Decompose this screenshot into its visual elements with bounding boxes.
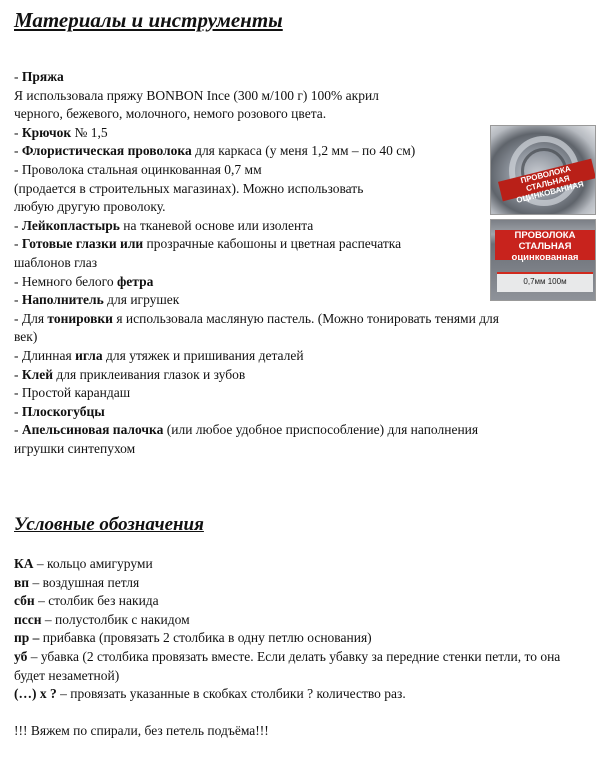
wire-package-sticker: 0,7мм 100м bbox=[497, 272, 593, 292]
list-item: - Клей для приклеивания глазок и зубов bbox=[14, 366, 246, 382]
list-item: - Для тонировки я использовала масляную пастель. (Можно тонировать тенями для bbox=[14, 310, 500, 326]
legend-item: вп – воздушная петля bbox=[14, 574, 140, 590]
list-item: черного, бежевого, молочного, немого розового цвета. bbox=[14, 106, 327, 122]
list-item: - Пряжа bbox=[14, 69, 64, 84]
list-item: - Простой карандаш bbox=[14, 385, 131, 401]
wire-package-label: ПРОВОЛОКА СТАЛЬНАЯ ОЦИНКОВАННАЯ bbox=[498, 159, 596, 202]
list-item: - Крючок № 1,5 bbox=[14, 124, 108, 140]
legend-list bbox=[14, 555, 592, 740]
legend-heading: Условные обозначения bbox=[14, 514, 204, 535]
list-item: - Наполнитель для игрушек bbox=[14, 292, 180, 308]
wire-package-label: ПРОВОЛОКА СТАЛЬНАЯ оцинкованная bbox=[495, 230, 595, 260]
list-item: шаблонов глаз bbox=[14, 254, 98, 270]
legend-item: (…) х ? – провязать указанные в скобках столбики ? количество раз. bbox=[14, 686, 406, 702]
list-item: - Готовые глазки или прозрачные кабошоны и цветная распечатка bbox=[14, 236, 402, 252]
legend-item: уб – убавка (2 столбика провязать вместе. Если делать убавку за передние стенки петли, то она будет незаметной) bbox=[14, 648, 561, 683]
list-item: - Лейкопластырь на тканевой основе или изолента bbox=[14, 217, 314, 233]
list-item: - Длинная игла для утяжек и пришивания деталей bbox=[14, 347, 304, 363]
list-item: - Немного белого фетра bbox=[14, 273, 154, 289]
legend-item: КА – кольцо амигуруми bbox=[14, 556, 153, 571]
legend-item: сбн – столбик без накида bbox=[14, 593, 159, 609]
wire-coil-photo bbox=[490, 125, 596, 215]
list-item: - Флористическая проволока для каркаса (у меня 1,2 мм – по 40 см) bbox=[14, 143, 416, 159]
list-item: Я использовала пряжу BONBON Ince (300 м/100 г) 100% акрил bbox=[14, 87, 379, 103]
materials-heading: Материалы и инструменты bbox=[14, 8, 283, 32]
wire-package-photo bbox=[490, 219, 596, 301]
list-item: (продается в строительных магазинах). Можно использовать bbox=[14, 180, 364, 196]
legend-item: пссн – полустолбик с накидом bbox=[14, 611, 190, 627]
list-item: - Проволока стальная оцинкованная 0,7 мм bbox=[14, 161, 262, 177]
legend-item: пр – прибавка (провязать 2 столбика в одну петлю основания) bbox=[14, 630, 372, 646]
list-item: - Апельсиновая палочка (или любое удобное приспособление) для наполнения bbox=[14, 422, 479, 438]
knitting-note: !!! Вяжем по спирали, без петель подъёма!!! bbox=[14, 722, 269, 738]
list-item: игрушки синтепухом bbox=[14, 440, 136, 456]
list-item: - Плоскогубцы bbox=[14, 403, 105, 419]
list-item: любую другую проволоку. bbox=[14, 199, 166, 215]
list-item: век) bbox=[14, 329, 38, 345]
